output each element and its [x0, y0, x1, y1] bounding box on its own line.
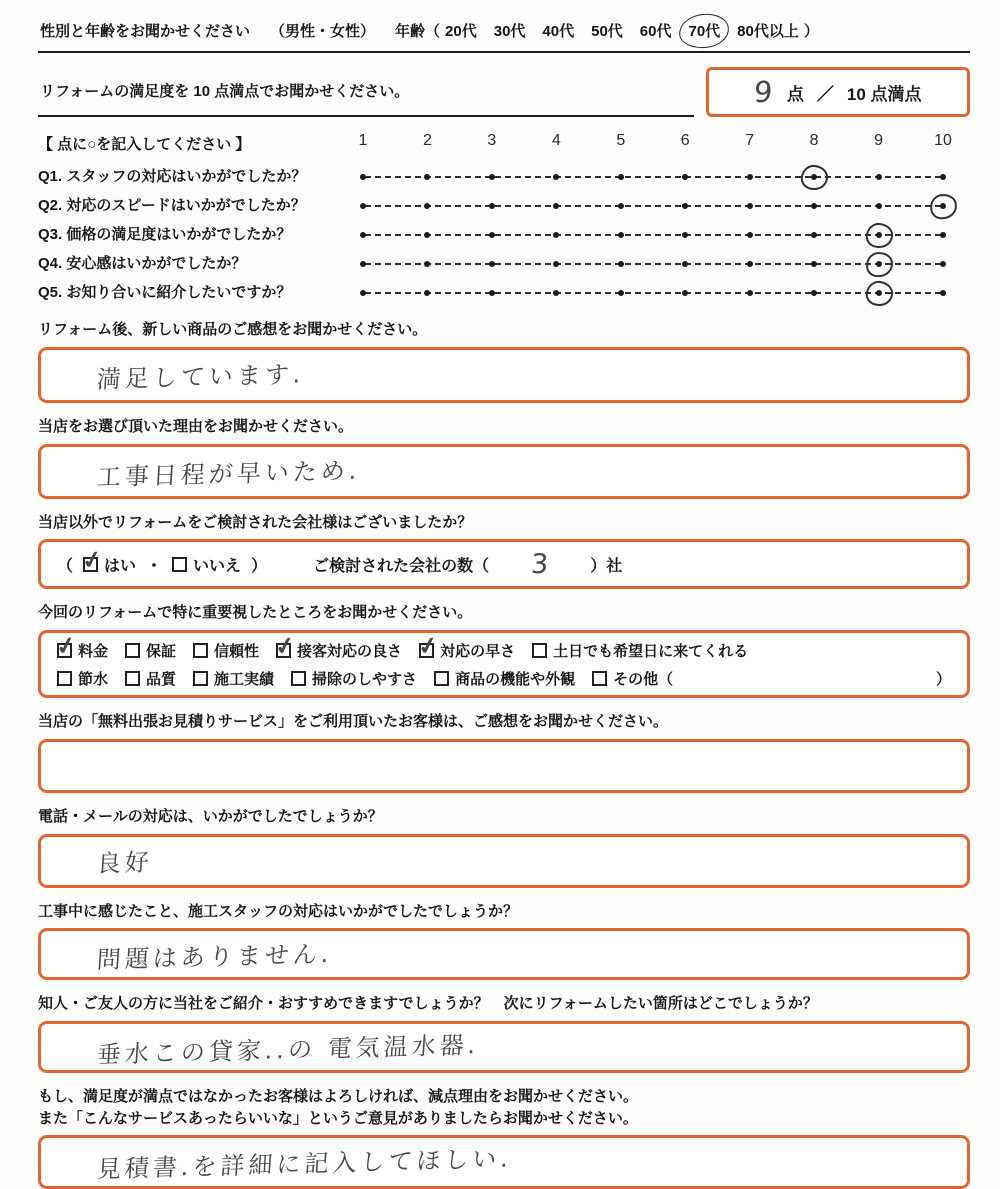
age-option-50代[interactable]: 50代 — [591, 23, 623, 40]
scale-dot-6[interactable] — [682, 290, 688, 296]
section-label: 知人・ご友人の方に当社をご紹介・おすすめできますでしょうか？ 次にリフォームしたい箇所はどこでしょうか？ — [38, 995, 818, 1013]
section-label: 当店の「無料出張お見積りサービス」をご利用頂いたお客様は、ご感想をお聞かせください。 — [38, 713, 669, 730]
checked-checkbox[interactable] — [419, 643, 434, 658]
scale-dot-10[interactable] — [940, 290, 946, 296]
handwritten-circle-mark — [864, 250, 893, 278]
deduction-answer-box[interactable] — [38, 1135, 970, 1189]
priority-label: 掃除のしやすさ — [312, 670, 418, 688]
priority-label: 品質 — [146, 670, 177, 688]
rating-instruction: 【 点に○を記入してください 】 — [38, 135, 251, 153]
other-close-paren: ） — [935, 670, 951, 688]
score-max-label: 10 点満点 — [846, 84, 922, 104]
reason-answer-box[interactable] — [38, 444, 970, 499]
priority-option[interactable] — [125, 640, 176, 661]
scale-dot-4[interactable] — [553, 232, 559, 238]
scale-dot-8[interactable] — [811, 290, 817, 296]
scale-dot-8[interactable] — [811, 261, 817, 267]
dotted-line — [365, 205, 941, 207]
dotted-line — [365, 292, 941, 294]
rating-question-label: Q3. 価格の満足度はいかがでしたか？ — [38, 226, 292, 243]
section-estimate-service — [38, 711, 970, 793]
handwritten-answer: 工事日程が早いため. — [96, 456, 362, 491]
age-options — [444, 20, 800, 41]
age-group — [395, 20, 819, 41]
section-construction — [38, 901, 970, 981]
priorities-row2 — [57, 668, 951, 689]
scale-dot-7[interactable] — [747, 232, 753, 238]
rating-scale — [363, 161, 943, 190]
handwritten-answer: 満足しています. — [96, 360, 306, 394]
priority-label: 節水 — [78, 670, 109, 688]
rating-row — [38, 248, 970, 277]
scale-dot-9[interactable] — [876, 203, 882, 209]
checkbox[interactable] — [57, 671, 72, 686]
scale-dot-10[interactable] — [940, 232, 946, 238]
priorities-answer-box — [38, 630, 970, 698]
deduction-label-line2: また「こんなサービスあったらいいな」というご意見がありましたらお聞かせください。 — [38, 1109, 638, 1127]
scale-dot-1[interactable] — [360, 232, 366, 238]
priority-option[interactable] — [532, 640, 748, 661]
scale-dot-2[interactable] — [424, 290, 430, 296]
score-box[interactable] — [706, 67, 970, 117]
rating-row — [38, 161, 970, 190]
handwritten-score-value: 9 — [753, 74, 775, 110]
rating-question-label: Q2. 対応のスピードはいかがでしたか？ — [38, 197, 306, 214]
section-label: 今回のリフォームで特に重要視したところをお聞かせください。 — [38, 604, 473, 622]
age-option-70代[interactable]: 70代 — [687, 20, 721, 41]
rating-header — [38, 131, 970, 155]
option-separator-dot: ・ — [146, 557, 163, 575]
checked-checkbox[interactable] — [57, 643, 72, 658]
priority-option[interactable] — [125, 668, 176, 689]
deduction-label-line1: もし、満足度が満点ではなかったお客様はよろしければ、減点理由をお聞かせください。 — [38, 1088, 639, 1105]
section-priorities — [38, 602, 970, 698]
priority-label: 対応の早さ — [440, 642, 516, 660]
score-separator: ／ — [816, 84, 834, 104]
score-question: リフォームの満足度を 10 点満点でお聞かせください。 — [38, 66, 694, 117]
competitors-line — [57, 549, 951, 580]
scale-dot-8[interactable] — [811, 203, 817, 209]
scale-dot-2[interactable] — [424, 261, 430, 267]
scale-dot-5[interactable] — [618, 203, 624, 209]
handwritten-company-count: 3 — [530, 548, 550, 581]
scale-dot-1[interactable] — [360, 203, 366, 209]
no-option[interactable] — [172, 553, 241, 576]
scale-dot-2[interactable] — [424, 174, 430, 180]
scale-dot-10[interactable] — [940, 174, 946, 180]
checkbox[interactable] — [125, 643, 140, 658]
scale-number-7: 7 — [745, 132, 755, 149]
handwritten-answer: 良好 — [95, 848, 154, 878]
scale-dot-2[interactable] — [424, 232, 430, 238]
scale-dot-6[interactable] — [682, 203, 688, 209]
scale-dot-3[interactable] — [489, 290, 495, 296]
yes-label: はい — [104, 557, 137, 575]
scale-dot-3[interactable] — [489, 261, 495, 267]
section-impression — [38, 319, 970, 403]
priorities-row1 — [57, 640, 951, 661]
priority-option[interactable] — [193, 640, 259, 661]
scale-number-5: 5 — [616, 132, 626, 149]
handwritten-answer: 垂水この貸家..の 電気温水器. — [96, 1030, 481, 1069]
score-row — [38, 66, 970, 117]
scale-number-1: 1 — [358, 132, 368, 149]
section-label: 工事中に感じたこと、施工スタッフの対応はいかがでしたでしょうか？ — [38, 902, 519, 920]
yes-checkbox-checked[interactable] — [83, 557, 98, 572]
priority-label: 土日でも希望日に来てくれる — [553, 642, 749, 660]
priority-label: 接客対応の良さ — [297, 642, 403, 660]
checkbox[interactable] — [532, 643, 547, 658]
scale-dot-1[interactable] — [360, 261, 366, 267]
age-option-20代[interactable]: 20代 — [445, 23, 477, 40]
scale-dot-6[interactable] — [682, 174, 688, 180]
yes-option[interactable] — [83, 553, 136, 576]
handwritten-circle-mark — [865, 221, 894, 248]
scale-dot-5[interactable] — [618, 174, 624, 180]
priority-label: 信頼性 — [214, 642, 260, 660]
section-phone-mail — [38, 806, 970, 888]
rating-row — [38, 219, 970, 248]
priority-label: その他（ — [613, 670, 674, 688]
priority-label: 商品の機能や外観 — [455, 670, 576, 688]
dotted-line — [365, 263, 941, 265]
priorities-rows — [57, 638, 951, 691]
handwritten-answer: 見積書.を詳細に記入してほしい. — [96, 1144, 513, 1184]
dotted-line — [365, 176, 941, 178]
checkbox[interactable] — [434, 671, 449, 686]
scale-dot-9[interactable] — [876, 174, 882, 180]
priority-option[interactable] — [193, 668, 274, 689]
gender-options: （男性・女性） — [270, 23, 376, 40]
scale-number-2: 2 — [422, 132, 432, 149]
priority-option[interactable] — [276, 640, 402, 661]
scale-dot-7[interactable] — [747, 261, 753, 267]
priority-label: 施工実績 — [214, 670, 275, 688]
priority-option[interactable] — [57, 640, 108, 661]
section-label: 当店をお選び頂いた理由をお聞かせください。 — [38, 417, 354, 435]
estimate-answer-box[interactable] — [38, 739, 970, 793]
section-label — [38, 1086, 970, 1130]
section-label: 当店以外でリフォームをご検討された会社様はございましたか？ — [38, 513, 473, 531]
section-referral — [38, 993, 970, 1073]
scale-dot-5[interactable] — [618, 232, 624, 238]
handwritten-circle-mark — [928, 192, 959, 221]
scale-number-8: 8 — [809, 132, 819, 149]
scale-dot-4[interactable] — [553, 290, 559, 296]
age-label: 年齢（ — [395, 23, 441, 40]
scale-dot-1[interactable] — [360, 290, 366, 296]
scale-dot-7[interactable] — [747, 174, 753, 180]
impression-answer-box[interactable] — [38, 347, 970, 403]
scale-dot-4[interactable] — [553, 174, 559, 180]
referral-answer-box[interactable] — [38, 1021, 970, 1073]
rating-row — [38, 190, 970, 219]
checkbox[interactable] — [125, 671, 140, 686]
scale-dot-8[interactable] — [811, 232, 817, 238]
close-paren: ） — [251, 557, 268, 575]
priority-option[interactable] — [291, 668, 417, 689]
priority-label: 料金 — [78, 642, 109, 660]
section-label: 電話・メールの対応は、いかがでしたでしょうか？ — [38, 807, 383, 825]
scale-dot-5[interactable] — [618, 261, 624, 267]
rating-question-label: Q5. お知り合いに紹介したいですか？ — [38, 284, 292, 301]
no-checkbox[interactable] — [172, 557, 187, 572]
rating-scale — [363, 277, 943, 306]
scale-numbers — [358, 131, 952, 155]
checkbox[interactable] — [193, 643, 208, 658]
age-option-40代[interactable]: 40代 — [542, 23, 575, 40]
scale-number-10: 10 — [934, 132, 952, 149]
age-close-paren: ） — [803, 23, 819, 40]
scale-dot-7[interactable] — [747, 203, 753, 209]
open-paren: （ — [57, 557, 74, 575]
rating-row — [38, 277, 970, 306]
scale-dot-3[interactable] — [489, 174, 495, 180]
scale-dot-3[interactable] — [489, 232, 495, 238]
scale-dot-6[interactable] — [682, 261, 688, 267]
checkbox[interactable] — [592, 671, 607, 686]
scale-number-4: 4 — [551, 132, 561, 149]
priority-option[interactable] — [434, 668, 575, 689]
scale-dot-3[interactable] — [489, 203, 495, 209]
scale-dot-2[interactable] — [424, 203, 430, 209]
rating-scale — [363, 219, 943, 248]
scale-dot-6[interactable] — [682, 232, 688, 238]
phone-mail-answer-box[interactable] — [38, 834, 970, 888]
priority-label: 保証 — [146, 642, 177, 660]
priority-option[interactable] — [57, 668, 108, 689]
priority-option[interactable] — [419, 640, 515, 661]
gender-age-question: 性別と年齢をお聞かせください — [40, 23, 251, 40]
company-count-label: ご検討された会社の数（ — [313, 557, 490, 575]
scale-dot-5[interactable] — [618, 290, 624, 296]
scale-number-3: 3 — [487, 132, 497, 149]
checked-checkbox[interactable] — [276, 643, 291, 658]
scale-dot-1[interactable] — [360, 174, 366, 180]
no-label: いいえ — [193, 557, 242, 575]
company-count-close: ）社 — [590, 557, 623, 575]
competitors-answer-box — [38, 539, 970, 589]
rating-question-label: Q1. スタッフの対応はいかがでしたか？ — [38, 168, 307, 185]
section-label: リフォーム後、新しい商品のご感想をお聞かせください。 — [38, 321, 428, 338]
handwritten-circle-mark — [800, 163, 830, 191]
score-unit: 点 — [786, 84, 804, 104]
rating-question-label: Q4. 安心感はいかがでしたか？ — [38, 255, 247, 272]
profile-row — [38, 12, 970, 53]
scale-dot-4[interactable] — [553, 203, 559, 209]
scale-number-9: 9 — [874, 132, 883, 149]
age-option-30代[interactable]: 30代 — [493, 23, 526, 40]
scale-dot-10[interactable] — [940, 261, 946, 267]
rating-scale — [363, 190, 943, 219]
age-option-60代[interactable]: 60代 — [639, 23, 672, 40]
age-option-80代以上[interactable]: 80代以上 — [737, 23, 799, 40]
scale-dot-4[interactable] — [553, 261, 559, 267]
section-reason — [38, 416, 970, 499]
checkbox[interactable] — [193, 671, 208, 686]
scale-number-6: 6 — [680, 132, 690, 149]
rating-section — [38, 131, 970, 306]
handwritten-circle-mark — [864, 279, 894, 308]
rating-rows — [38, 161, 970, 306]
dotted-line — [365, 234, 941, 236]
section-deduction — [38, 1086, 970, 1189]
scale-dot-7[interactable] — [747, 290, 753, 296]
handwritten-answer: 問題はありません. — [96, 939, 334, 974]
section-competitors — [38, 512, 970, 590]
checkbox[interactable] — [291, 671, 306, 686]
construction-answer-box[interactable] — [38, 928, 970, 980]
priority-option[interactable] — [592, 668, 951, 689]
rating-scale — [363, 248, 943, 277]
